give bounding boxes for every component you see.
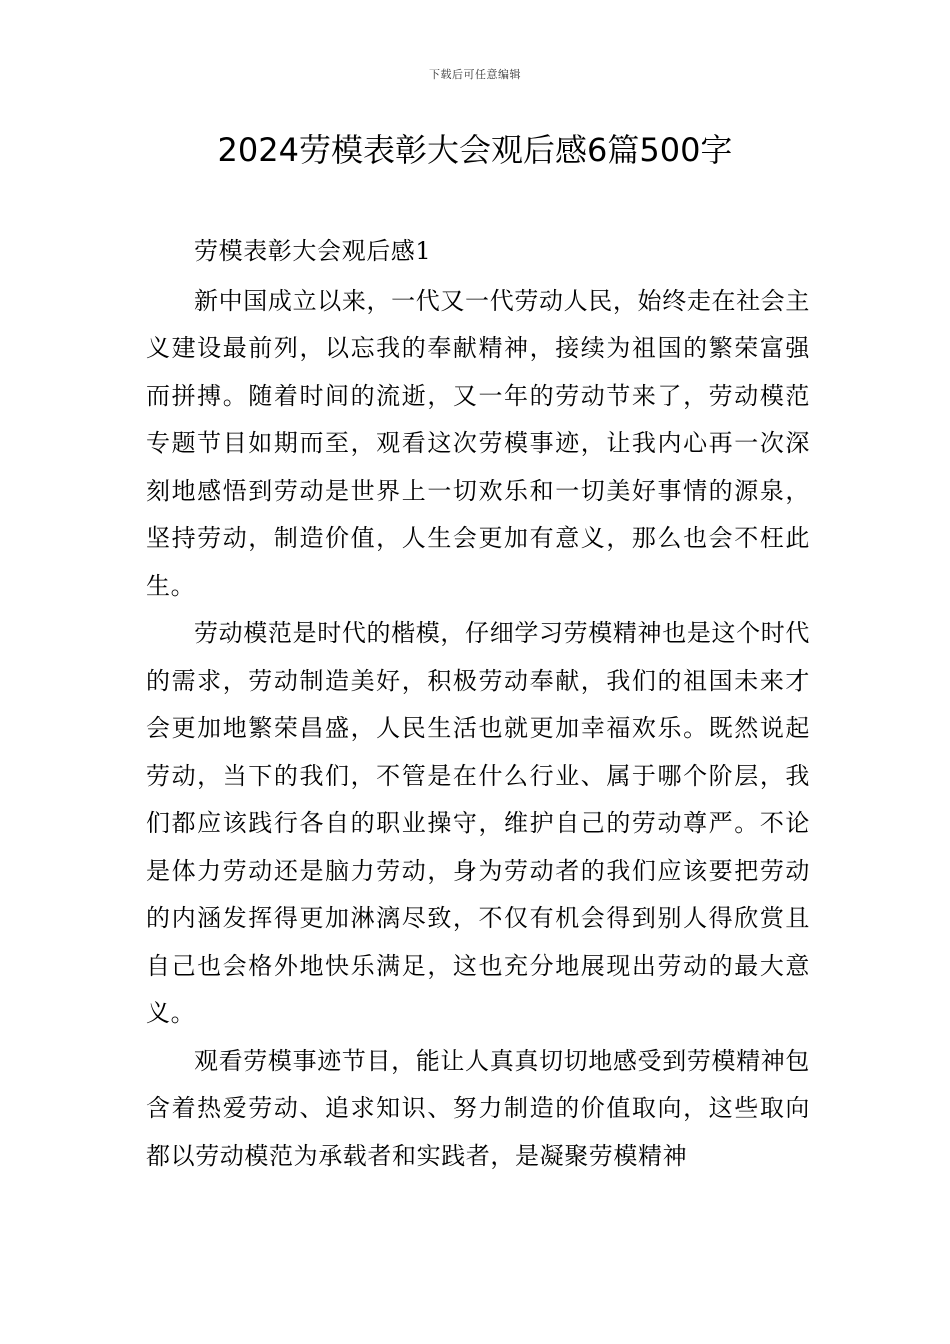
document-title: 2024劳模表彰大会观后感6篇500字: [217, 131, 733, 169]
paragraph-1: 新中国成立以来，一代又一代劳动人民，始终走在社会主义建设最前列，以忘我的奉献精神，接续为祖国的繁荣富强而拼搏。随着时间的流逝，又一年的劳动节来了，劳动模范专题节目如期而至，观看这次劳模事迹，让我内心再一次深刻地感悟到劳动是世界上一切欢乐和一切美好事情的源泉，坚持劳动，制造价值，人生会更加有意义，那么也会不枉此生。: [146, 286, 810, 600]
header-note: 下载后可任意编辑: [429, 68, 521, 81]
paragraph-2: 劳动模范是时代的楷模，仔细学习劳模精神也是这个时代的需求，劳动制造美好，积极劳动奉献，我们的祖国未来才会更加地繁荣昌盛，人民生活也就更加幸福欢乐。既然说起劳动，当下的我们，不管是在什么行业、属于哪个阶层，我们都应该践行各自的职业操守，维护自己的劳动尊严。不论是体力劳动还是脑力劳动，身为劳动者的我们应该要把劳动的内涵发挥得更加淋漓尽致，不仅有机会得到别人得欣赏且自己也会格外地快乐满足，这也充分地展现出劳动的最大意义。: [146, 619, 810, 1027]
paragraph-3: 观看劳模事迹节目，能让人真真切切地感受到劳模精神包含着热爱劳动、追求知识、努力制造的价值取向，这些取向都以劳动模范为承载者和实践者，是凝聚劳模精神: [146, 1046, 810, 1170]
section-subheading: 劳模表彰大会观后感1: [194, 237, 432, 265]
document-body: [146, 228, 810, 1180]
